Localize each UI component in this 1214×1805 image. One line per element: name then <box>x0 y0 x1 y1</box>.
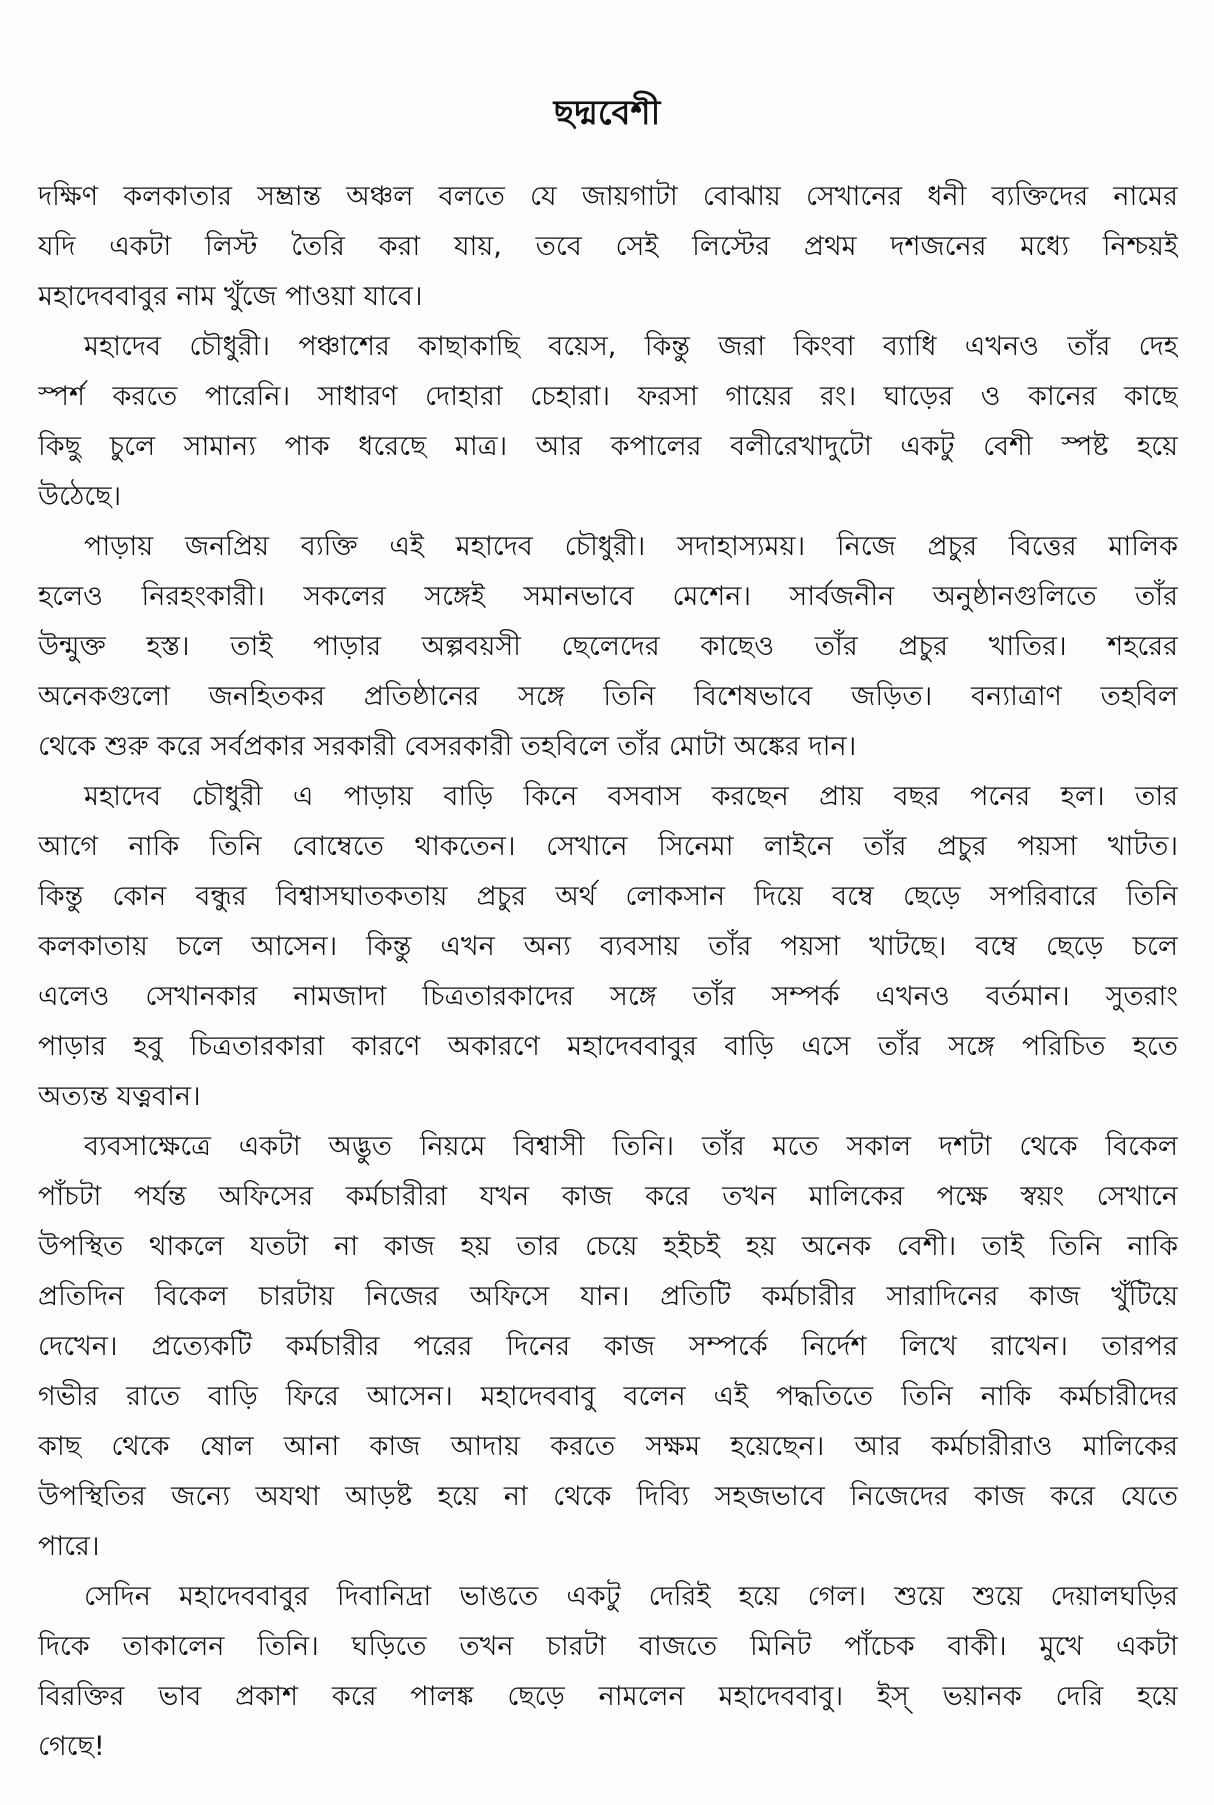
text-line: আগে নাকি তিনি বোম্বেতে থাকতেন। সেখানে সিনেমা লাইনে তাঁর প্রচুর পয়সা খাটত। <box>38 831 1178 862</box>
text-line: কাছ থেকে ষোল আনা কাজ আদায় করতে সক্ষম হয়েছেন। আর কর্মচারীরাও মালিকের <box>38 1431 1178 1462</box>
text-line: প্রতিদিন বিকেল চারটায় নিজের অফিসে যান। প্রতিটি কর্মচারীর সারাদিনের কাজ খুঁটিয়ে <box>38 1281 1178 1312</box>
text-line: সেদিন মহাদেববাবুর দিবানিদ্রা ভাঙতে একটু দেরিই হয়ে গেল। শুয়ে শুয়ে দেয়ালঘড়ির <box>84 1581 1178 1612</box>
text-line: পাড়ার হবু চিত্রতারকারা কারণে অকারণে মহাদেববাবুর বাড়ি এসে তাঁর সঙ্গে পরিচিত হতে <box>38 1031 1178 1062</box>
text-line: পাঁচটা পর্যন্ত অফিসের কর্মচারীরা যখন কাজ করে তখন মালিকের পক্ষে স্বয়ং সেখানে <box>38 1181 1178 1212</box>
text-line: পারে। <box>38 1531 100 1562</box>
paragraph-6 <box>38 1572 1178 1772</box>
text-line: কিন্তু কোন বন্ধুর বিশ্বাসঘাতকতায় প্রচুর অর্থ লোকসান দিয়ে বম্বে ছেড়ে সপরিবারে তিনি <box>38 881 1178 912</box>
text-line: অত্যন্ত যত্নবান। <box>38 1081 201 1112</box>
text-line: মহাদেববাবুর নাম খুঁজে পাওয়া যাবে। <box>38 281 423 312</box>
text-line: যদি একটা লিস্ট তৈরি করা যায়, তবে সেই লিস্টের প্রথম দশজনের মধ্যে নিশ্চয়ই <box>38 231 1178 262</box>
paragraph-5 <box>38 1122 1178 1572</box>
text-line: থেকে শুরু করে সর্বপ্রকার সরকারী বেসরকারী তহবিলে তাঁর মোটা অঙ্কের দান। <box>38 731 857 762</box>
story-title: ছদ্মবেশী <box>553 93 661 133</box>
text-line: দক্ষিণ কলকাতার সম্ভ্রান্ত অঞ্চল বলতে যে জায়গাটা বোঝায় সেখানের ধনী ব্যক্তিদের নামের <box>38 181 1178 212</box>
text-line: উঠেছে। <box>38 481 122 512</box>
text-line: দিকে তাকালেন তিনি। ঘড়িতে তখন চারটা বাজতে মিনিট পাঁচেক বাকী। মুখে একটা <box>38 1631 1178 1662</box>
text-line: মহাদেব চৌধুরী। পঞ্চাশের কাছাকাছি বয়েস, কিন্তু জরা কিংবা ব্যাধি এখনও তাঁর দেহ <box>84 331 1178 362</box>
text-line: স্পর্শ করতে পারেনি। সাধারণ দোহারা চেহারা। ফরসা গায়ের রং। ঘাড়ের ও কানের কাছে <box>38 381 1178 412</box>
paragraph-1 <box>38 172 1178 322</box>
text-line: উপস্থিত থাকলে যতটা না কাজ হয় তার চেয়ে হইচই হয় অনেক বেশী। তাই তিনি নাকি <box>38 1231 1178 1262</box>
paragraph-3 <box>38 522 1178 772</box>
text-line: অনেকগুলো জনহিতকর প্রতিষ্ঠানের সঙ্গে তিনি বিশেষভাবে জড়িত। বন্যাত্রাণ তহবিল <box>38 681 1178 712</box>
paragraph-2 <box>38 322 1178 522</box>
text-line: এলেও সেখানকার নামজাদা চিত্রতারকাদের সঙ্গে তাঁর সম্পর্ক এখনও বর্তমান। সুতরাং <box>38 981 1178 1012</box>
paragraph-4 <box>38 772 1178 1122</box>
text-line: উপস্থিতির জন্যে অযথা আড়ষ্ট হয়ে না থেকে দিব্যি সহজভাবে নিজেদের কাজ করে যেতে <box>38 1481 1178 1512</box>
text-line: মহাদেব চৌধুরী এ পাড়ায় বাড়ি কিনে বসবাস করছেন প্রায় বছর পনের হল। তার <box>84 781 1178 812</box>
text-line: পাড়ায় জনপ্রিয় ব্যক্তি এই মহাদেব চৌধুরী। সদাহাস্যময়। নিজে প্রচুর বিত্তের মালিক <box>84 531 1178 562</box>
story-body <box>38 172 1178 1772</box>
text-line: উন্মুক্ত হস্ত। তাই পাড়ার অল্পবয়সী ছেলেদের কাছেও তাঁর প্রচুর খাতির। শহরের <box>38 631 1178 662</box>
text-line: দেখেন। প্রত্যেকটি কর্মচারীর পরের দিনের কাজ সম্পর্কে নির্দেশ লিখে রাখেন। তারপর <box>38 1331 1178 1362</box>
text-line: গভীর রাতে বাড়ি ফিরে আসেন। মহাদেববাবু বলেন এই পদ্ধতিতে তিনি নাকি কর্মচারীদের <box>38 1381 1178 1412</box>
text-line: কলকাতায় চলে আসেন। কিন্তু এখন অন্য ব্যবসায় তাঁর পয়সা খাটছে। বম্বে ছেড়ে চলে <box>38 931 1178 962</box>
text-line: ব্যবসাক্ষেত্রে একটা অদ্ভুত নিয়মে বিশ্বাসী তিনি। তাঁর মতে সকাল দশটা থেকে বিকেল <box>84 1131 1178 1162</box>
text-line: বিরক্তির ভাব প্রকাশ করে পালঙ্ক ছেড়ে নামলেন মহাদেববাবু। ইস্‌ ভয়ানক দেরি হয়ে <box>38 1681 1178 1712</box>
text-line: কিছু চুলে সামান্য পাক ধরেছে মাত্র। আর কপালের বলীরেখাদুটো একটু বেশী স্পষ্ট হয়ে <box>38 431 1178 462</box>
text-line: গেছে! <box>38 1731 105 1762</box>
text-line: হলেও নিরহংকারী। সকলের সঙ্গেই সমানভাবে মেশেন। সার্বজনীন অনুষ্ঠানগুলিতে তাঁর <box>38 581 1178 612</box>
